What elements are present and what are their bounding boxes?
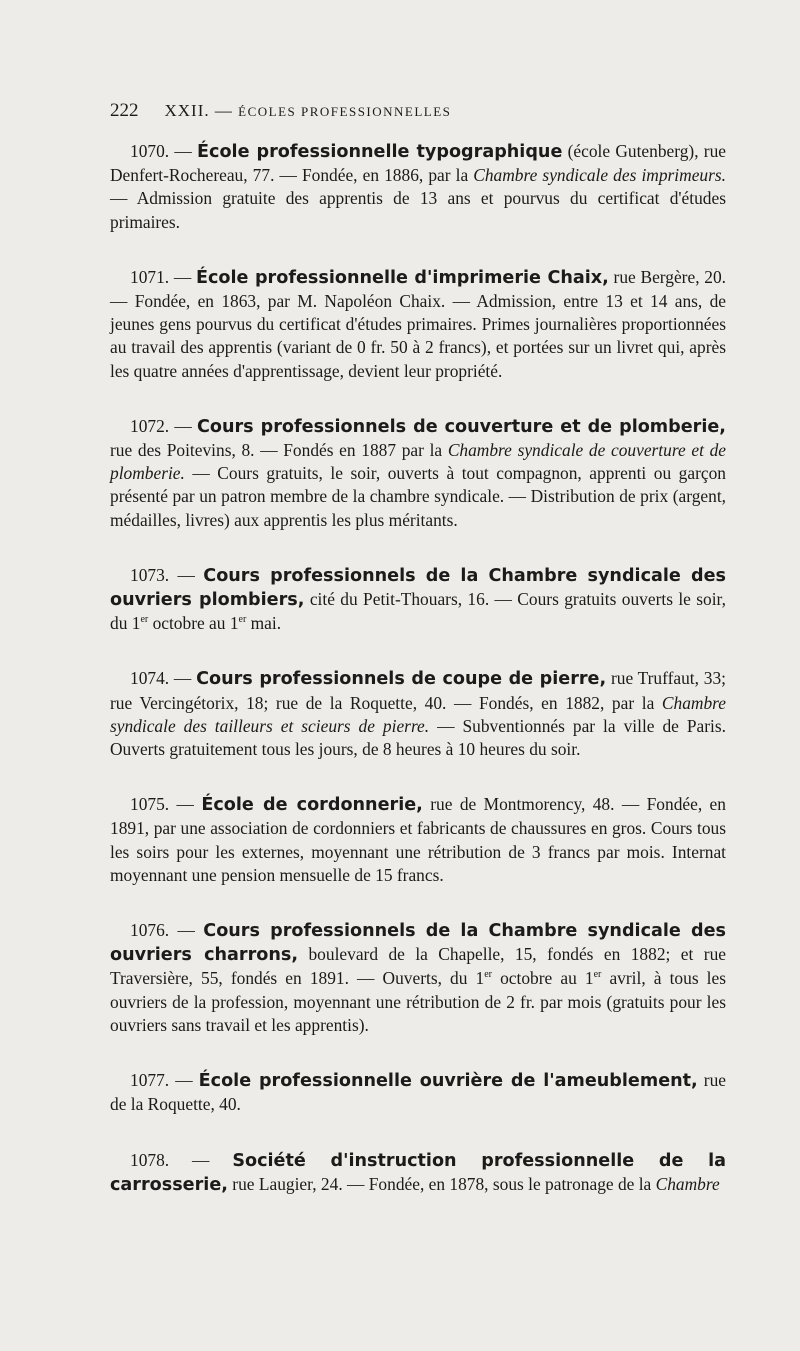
entry-text: mai. — [246, 613, 282, 634]
entry-number: 1075. — [130, 794, 170, 815]
entry-number: 1078. — [130, 1149, 170, 1170]
entry-text: — Admission gratuite des apprentis de 13 ans et pourvus du certificat d'études primaires. — [110, 188, 726, 232]
entry-title: Cours professionnels de couverture et de plomberie, — [196, 416, 726, 437]
entry-title: École de cordonnerie, — [201, 795, 423, 816]
entry-italic: Chambre syndicale de couverture et de plomberie. — [110, 440, 726, 484]
entry-title: Cours professionnels de coupe de pierre, — [196, 669, 607, 690]
entry-text: rue Truffaut, 33; rue Vercingétorix, 18; rue de la Roquette, 40. — Fondés, en 1882, par la — [110, 668, 726, 713]
entry-italic: Chambre syndicale des imprimeurs. — [473, 165, 726, 186]
chapter-number: XXII. — [164, 101, 210, 120]
entry-number: 1073. — [130, 564, 170, 585]
entry-italic: Chambre — [655, 1173, 720, 1194]
entry-title: École professionnelle ouvrière de l'ameublement, — [198, 1071, 698, 1092]
book-page — [110, 100, 726, 1197]
entry-text: avril, à tous les ouvriers de la profession, moyennant une rétribution de 2 fr. par mois (gratuits pour les ouvriers sans travail et les apprentis). — [110, 968, 726, 1035]
entry-1072 — [110, 415, 726, 532]
page-number: 222 — [110, 100, 139, 121]
entry-text: rue de Montmorency, 48. — Fondée, en 1891, par une association de cordonniers et fabricants de chaussures en gros. Cours tous les soirs pour les externes, moyennant une rétribution de 3 francs par mois. Internat moyennant une pension mensuelle de 15 francs. — [110, 794, 726, 885]
entry-text: octobre au 1 — [492, 968, 594, 989]
entry-dash: — — [177, 920, 195, 941]
entry-dash: — — [173, 668, 192, 689]
chapter-title: ÉCOLES PROFESSIONNELLES — [238, 104, 452, 119]
entry-number: 1074. — [130, 668, 170, 689]
entry-1078 — [110, 1149, 726, 1197]
entry-dash: — — [173, 266, 192, 287]
superscript: er — [238, 614, 247, 626]
running-header — [110, 100, 726, 130]
header-dash: — — [214, 101, 233, 120]
entry-text: — Subventionnés par la ville de Paris. Ouverts gratuitement tous les jours, de 8 heures à 10 heures du soir. — [110, 715, 726, 760]
entry-1070 — [110, 140, 726, 234]
entry-title: Société d'instruction professionnelle de la carrosserie, — [110, 1150, 726, 1195]
superscript: er — [593, 969, 602, 981]
entry-title: Cours professionnels de la Chambre syndicale des ouvriers plombiers, — [110, 565, 726, 611]
entry-1074 — [110, 667, 726, 761]
entry-number: 1076. — [130, 920, 170, 941]
entry-dash: — — [192, 1149, 210, 1170]
entry-text: rue Laugier, 24. — Fondée, en 1878, sous le patronage de la — [227, 1173, 656, 1194]
entry-text: (école Gutenberg), rue Denfert-Rochereau, 77. — Fondée, en 1886, par la — [110, 141, 726, 186]
entry-number: 1072. — [130, 415, 170, 436]
entry-title: Cours professionnels de la Chambre syndicale des ouvriers charrons, — [110, 921, 726, 966]
entry-number: 1077. — [130, 1070, 170, 1091]
entry-title: École professionnelle d'imprimerie Chaix, — [195, 267, 609, 288]
entry-dash: — — [174, 415, 192, 436]
entry-1075 — [110, 793, 726, 887]
running-title — [165, 101, 452, 121]
entry-text: rue des Poitevins, 8. — Fondés en 1887 par la — [110, 440, 448, 461]
entry-title: École professionnelle typographique — [197, 142, 563, 162]
entry-text: — Cours gratuits, le soir, ouverts à tout compagnon, apprenti ou garçon présenté par un patron membre de la chambre syndicale. — Distribution de prix (argent, médailles, livres) aux apprentis les plus méritants. — [110, 463, 726, 530]
entry-text: cité du Petit-Thouars, 16. — Cours gratuits ouverts le soir, du 1 — [110, 589, 726, 634]
entry-dash: — — [177, 564, 195, 585]
entry-1076 — [110, 919, 726, 1037]
entry-1077 — [110, 1069, 726, 1116]
entry-italic: Chambre syndicale des tailleurs et scieurs de pierre. — [110, 692, 726, 736]
entry-text: rue Bergère, 20. — Fondée, en 1863, par M. Napoléon Chaix. — Admission, entre 13 et 14 ans, de jeunes gens pourvus du certificat d'études primaires. Primes journalières proportionnées au travail des apprentis (variant de 0 fr. 50 à 2 francs), et portées sur un livret qui, après les quatre années d'apprentissage, devient leur propriété. — [110, 266, 726, 381]
entry-dash: — — [175, 1070, 193, 1091]
entry-number: 1071. — [130, 266, 170, 287]
entry-1071 — [110, 266, 726, 383]
entry-dash: — — [174, 141, 192, 161]
entry-dash: — — [176, 794, 194, 815]
superscript: er — [484, 969, 493, 981]
entry-number: 1070. — [130, 141, 170, 161]
entry-1073 — [110, 564, 726, 636]
entry-text: rue de la Roquette, 40. — [110, 1070, 726, 1115]
superscript: er — [140, 614, 149, 626]
entry-text: boulevard de la Chapelle, 15, fondés en 1882; et rue Traversière, 55, fondés en 1891. — Ouverts, du 1 — [110, 944, 726, 989]
entry-text: octobre au 1 — [148, 613, 239, 634]
